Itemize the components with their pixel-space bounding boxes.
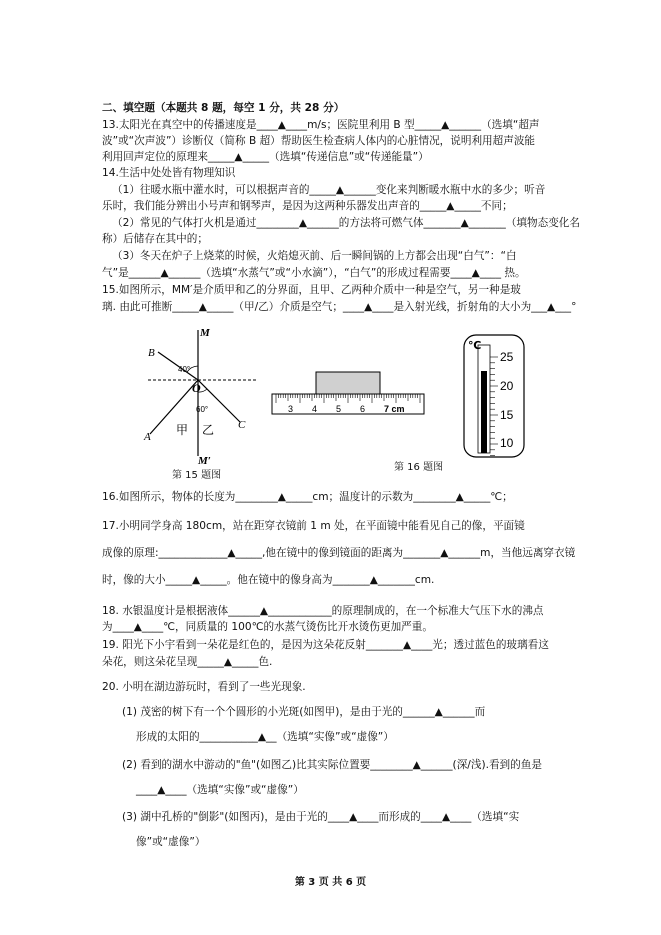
text-line: 20. 小明在湖边游玩时，看到了一些光现象.	[102, 681, 306, 693]
ruler-label-5: 5	[336, 404, 342, 414]
fig15-label-yi: 乙	[202, 423, 215, 437]
text-line: 16.如图所示，物体的长度为________▲_____cm；温度计的示数为________▲_____℃；	[102, 491, 513, 503]
therm-label-25: 25	[500, 350, 514, 364]
text-line: 像”或“虚像”）	[136, 836, 206, 848]
text-line: 朵花，则这朵花呈现_____▲_____色.	[102, 656, 273, 668]
therm-label-20: 20	[500, 379, 514, 393]
therm-unit: ℃	[468, 339, 482, 352]
text-line: (2) 看到的湖水中游动的"鱼"(如图乙)比其实际位置要________▲______(深/浅).看到的鱼是	[122, 759, 542, 771]
text-line: (1) 茂密的树下有一个个圆形的小光斑(如图甲)，是由于光的______▲______而	[122, 706, 486, 718]
ruler-label-3: 3	[288, 404, 294, 414]
fig16-ruler	[270, 370, 426, 418]
text-line: (3) 湖中孔桥的"倒影"(如图丙)，是由于光的____▲____而形成的____▲____（选填“实	[122, 811, 520, 823]
fig15-label-B: B	[148, 347, 155, 359]
text-line: 19. 阳光下小宇看到一朵花是红色的，是因为这朵花反射_______▲____光；透过蓝色的玻璃看这	[102, 639, 549, 651]
text-line: 利用回声定位的原理来_____▲_____（选填“传递信息”或“传递能量”）	[102, 151, 429, 163]
text-line: 15.如图所示，MM′是介质甲和乙的分界面，且甲、乙两种介质中一种是空气，另一种是玻	[102, 284, 521, 296]
fig15-label-A: A	[144, 431, 151, 443]
text-line: 形成的太阳的___________▲__（选填“实像”或“虚像”）	[136, 731, 394, 743]
fig15-label-40: 40°	[178, 365, 191, 374]
text-line: 成像的原理:_____________▲_____,他在镜中的像到镜面的距离为_______▲______m，当他远离穿衣镜	[102, 547, 576, 559]
text-line: 璃. 由此可推断_____▲_____（甲/乙）介质是空气；____▲____是入射光线，折射角的大小为___▲___°	[102, 301, 577, 313]
ruler-label-7: 7 cm	[384, 404, 405, 414]
ruler-label-6: 6	[360, 404, 366, 414]
text-line: （3）冬天在炉子上烧菜的时候，火焰熄灭前、后一瞬间锅的上方都会出现“白气”：“白	[112, 250, 517, 262]
fig16-thermometer	[462, 333, 526, 459]
text-line: ____▲____（选填“实像”或“虚像”）	[136, 784, 304, 796]
fig15-label-Mprime: M′	[198, 455, 211, 464]
ruler-label-4: 4	[312, 404, 318, 414]
fig15-label-C: C	[238, 419, 246, 431]
text-line: 气”是______▲______（选填“水蒸气”或“小水滴”），“白气”的形成过程需要____▲____ 热。	[102, 267, 526, 279]
text-line: 18. 水银温度计是根据液体______▲____________的原理制成的，在一个标准大气压下水的沸点	[102, 605, 544, 617]
fig15-refraction-diagram	[140, 322, 262, 464]
page-footer: 第 3 页 共 6 页	[294, 877, 367, 888]
fig15-label-60: 60°	[196, 405, 209, 414]
text-line: 17.小明同学身高 180cm，站在距穿衣镜前 1 m 处，在平面镜中能看见自己的像，平面镜	[102, 520, 525, 532]
fig15-caption: 第 15 题图	[172, 470, 222, 481]
text-line: 乐时，我们能分辨出小号声和钢琴声，是因为这两种乐器发出声音的_____▲_____不同；	[102, 200, 513, 212]
text-line: 为____▲____℃，同质量的 100℃的水蒸气烫伤比开水烫伤更加严重。	[102, 621, 433, 633]
therm-label-15: 15	[500, 408, 514, 422]
fig15-label-O: O	[192, 381, 201, 395]
text-line: 波”或“次声波”）诊断仪（简称 B 超）帮助医生检查病人体内的心脏情况，说明利用超声波能	[102, 135, 536, 147]
text-line: 13.太阳光在真空中的传播速度是____▲____m/s；医院里利用 B 型_____▲______（选填“超声	[102, 119, 540, 131]
fig15-label-M: M	[200, 327, 210, 339]
text-line: 时，像的大小_____▲_____。他在镜中的像身高为_______▲_______cm.	[102, 574, 435, 586]
fig16-caption: 第 16 题图	[394, 462, 444, 473]
text-line: （2）常见的气体打火机是通过________▲______的方法将可燃气体_______▲_______（填物态变化名	[112, 217, 580, 229]
fig15-label-jia: 甲	[176, 423, 189, 437]
text-line: 14.生活中处处皆有物理知识	[102, 167, 236, 179]
therm-label-10: 10	[500, 436, 514, 450]
text-line: （1）往暖水瓶中灌水时，可以根据声音的_____▲______变化来判断暖水瓶中水的多少；听音	[112, 184, 546, 196]
text-line: 二、填空题（本题共 8 题，每空 1 分，共 28 分）	[102, 102, 345, 114]
text-line: 称）后储存在其中的；	[102, 233, 208, 245]
